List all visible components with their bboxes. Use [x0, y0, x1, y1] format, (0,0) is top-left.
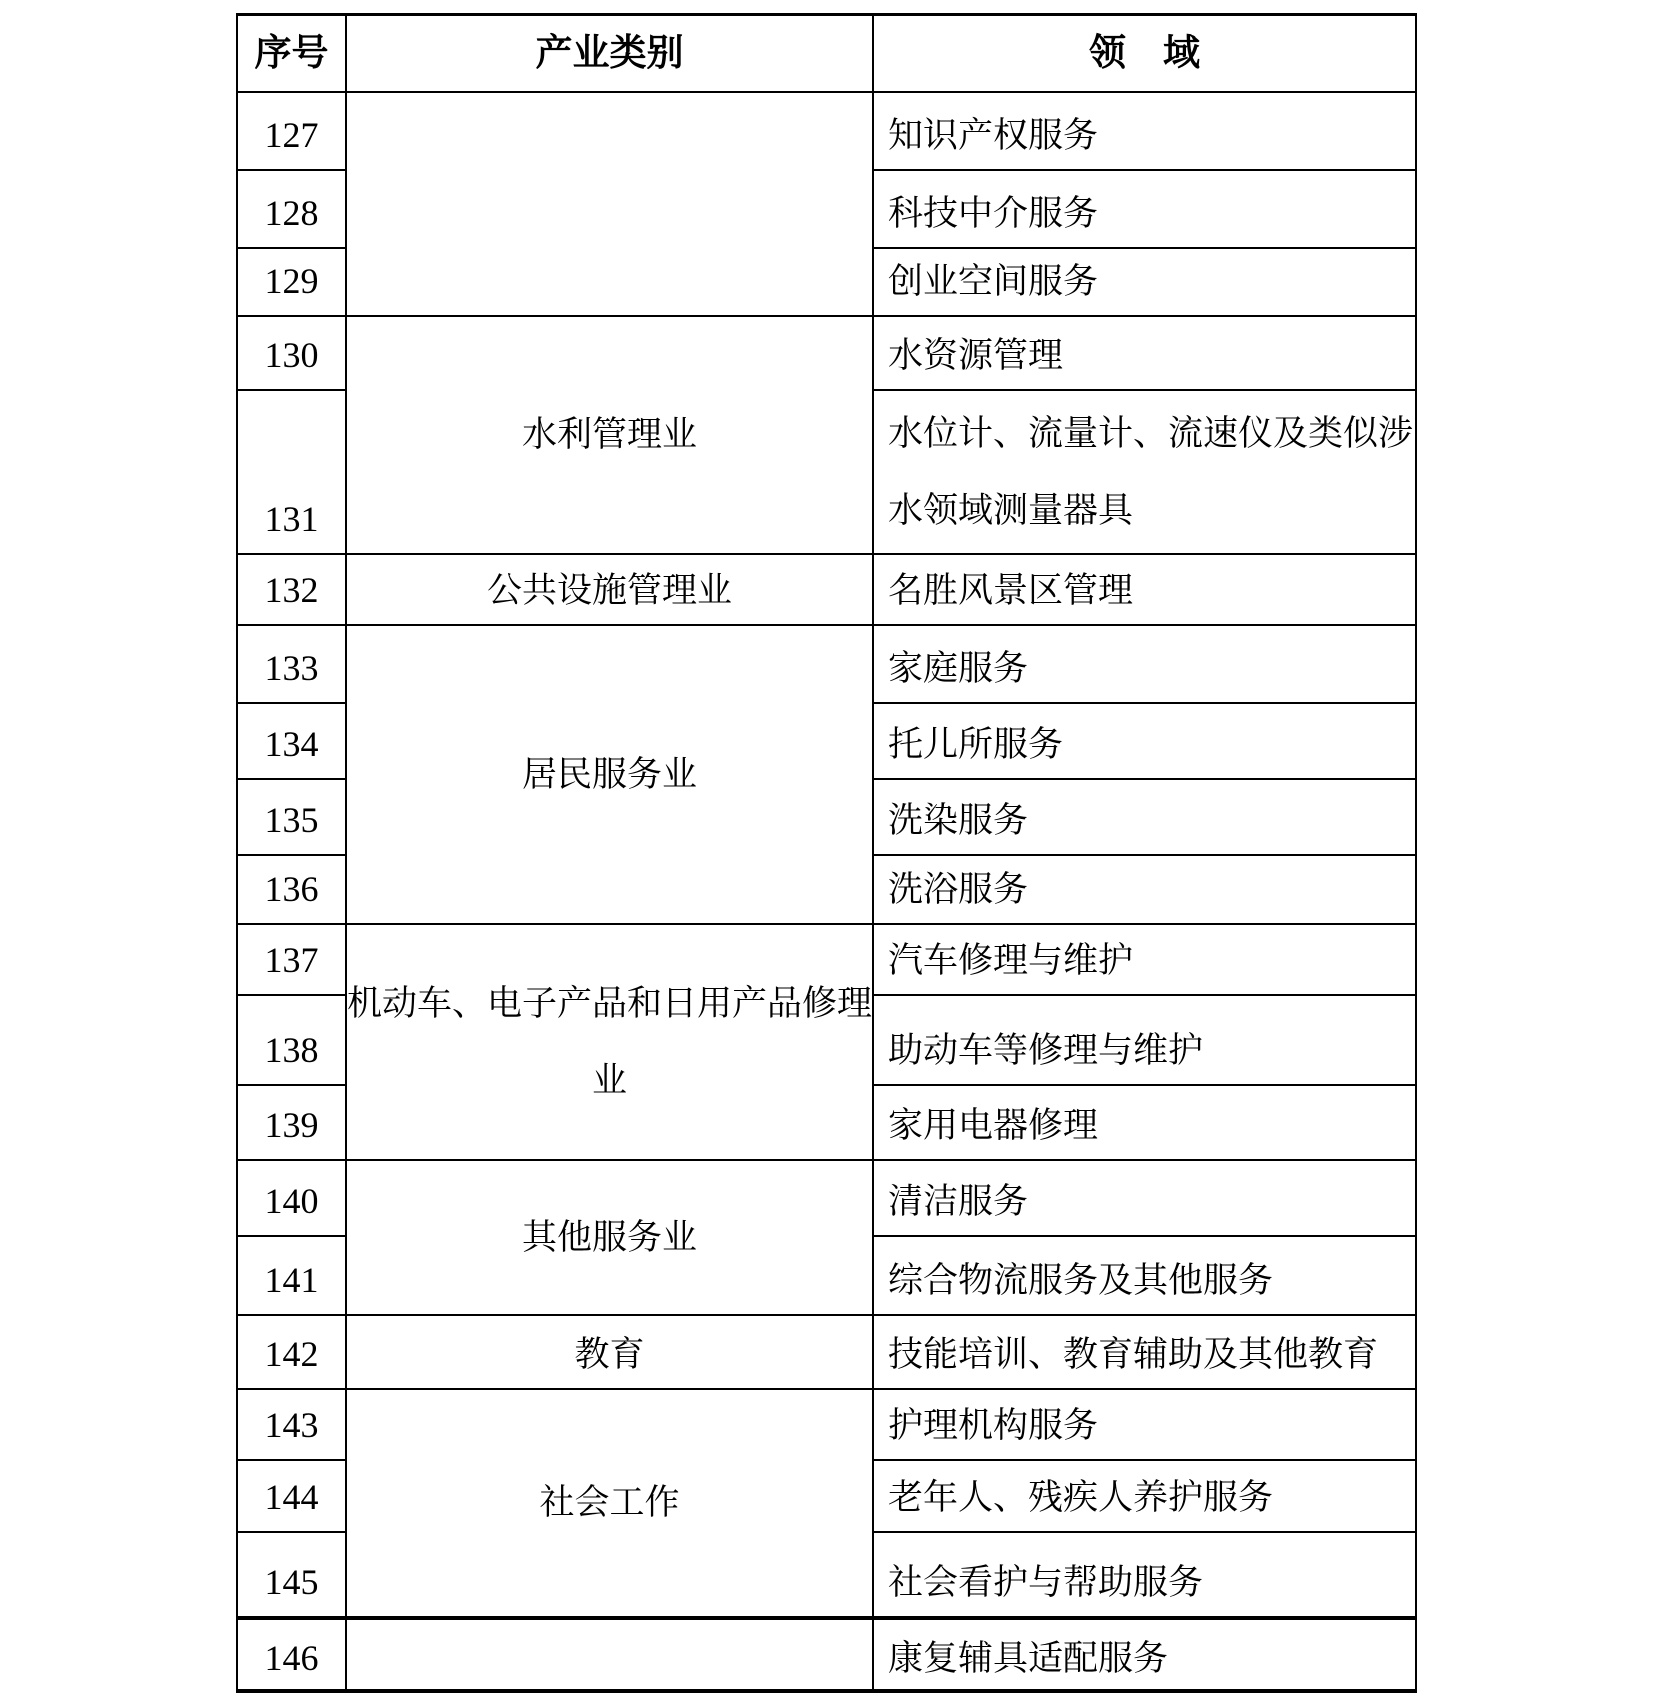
row-144-serial	[238, 1461, 347, 1533]
row-139-field-label: 家用电器修理	[888, 1106, 1099, 1146]
category-group-4	[347, 925, 874, 1161]
category-group-0	[347, 93, 874, 317]
category-group-5	[347, 1161, 874, 1316]
row-131-field	[874, 391, 1415, 555]
category-group-6-label: 教育	[574, 1335, 645, 1375]
row-144-field	[874, 1461, 1415, 1533]
row-146-field	[874, 1620, 1415, 1692]
category-header-cell	[347, 16, 874, 93]
row-131-serial	[238, 391, 347, 555]
row-132-field	[874, 555, 1415, 626]
category-group-7-label: 社会工作	[539, 1483, 680, 1523]
row-140-field-label: 清洁服务	[888, 1182, 1029, 1222]
row-136-field	[874, 856, 1415, 925]
row-143-serial-label: 143	[264, 1405, 319, 1445]
row-130-field-label: 水资源管理	[888, 336, 1064, 376]
row-145-field	[874, 1533, 1415, 1620]
row-128-field-label: 科技中介服务	[888, 194, 1099, 234]
row-127-serial	[238, 93, 347, 171]
row-128-field	[874, 171, 1415, 249]
industry-field-table	[236, 13, 1417, 1693]
row-146-field-label: 康复辅具适配服务	[888, 1639, 1169, 1679]
row-131-serial-label: 131	[264, 499, 319, 539]
row-135-field	[874, 780, 1415, 856]
category-group-3-label: 居民服务业	[521, 754, 697, 794]
row-141-field-label: 综合物流服务及其他服务	[888, 1261, 1274, 1301]
row-142-field	[874, 1316, 1415, 1390]
row-141-serial-label: 141	[264, 1260, 319, 1300]
row-134-serial	[238, 704, 347, 780]
row-133-field	[874, 626, 1415, 704]
row-138-serial	[238, 996, 347, 1086]
row-129-serial-label: 129	[264, 261, 319, 301]
row-134-serial-label: 134	[264, 724, 319, 764]
row-130-serial-label: 130	[264, 335, 319, 375]
row-140-serial-label: 140	[264, 1181, 319, 1221]
row-141-serial	[238, 1237, 347, 1316]
row-132-serial-label: 132	[264, 570, 319, 610]
row-135-field-label: 洗染服务	[888, 801, 1029, 841]
row-143-field	[874, 1390, 1415, 1461]
category-header-cell-label: 产业类别	[535, 32, 684, 74]
category-group-1-label: 水利管理业	[521, 415, 697, 455]
row-143-serial	[238, 1390, 347, 1461]
row-128-serial	[238, 171, 347, 249]
row-137-field-label: 汽车修理与维护	[888, 941, 1134, 981]
row-136-serial-label: 136	[264, 869, 319, 909]
row-140-serial	[238, 1161, 347, 1237]
row-130-field	[874, 317, 1415, 391]
row-142-serial-label: 142	[264, 1334, 319, 1374]
row-133-field-label: 家庭服务	[888, 649, 1029, 689]
row-129-serial	[238, 249, 347, 317]
category-group-5-label: 其他服务业	[521, 1217, 697, 1257]
row-146-serial	[238, 1620, 347, 1692]
field-header-cell	[874, 16, 1415, 93]
category-group-4-label: 机动车、电子产品和日用产品修理业	[347, 984, 873, 1100]
row-130-serial	[238, 317, 347, 391]
row-138-field	[874, 996, 1415, 1086]
row-145-field-label: 社会看护与帮助服务	[888, 1563, 1204, 1603]
row-136-field-label: 洗浴服务	[888, 870, 1029, 910]
row-139-serial-label: 139	[264, 1105, 319, 1145]
row-127-serial-label: 127	[264, 115, 319, 155]
row-138-field-label: 助动车等修理与维护	[888, 1031, 1204, 1071]
row-139-serial	[238, 1086, 347, 1161]
category-group-7	[347, 1390, 874, 1620]
category-group-3	[347, 626, 874, 925]
row-137-serial	[238, 925, 347, 996]
row-144-field-label: 老年人、残疾人养护服务	[888, 1478, 1274, 1518]
row-127-field-label: 知识产权服务	[888, 116, 1099, 156]
row-135-serial	[238, 780, 347, 856]
row-127-field	[874, 93, 1415, 171]
field-header-cell-label: 领 域	[1089, 32, 1200, 74]
row-140-field	[874, 1161, 1415, 1237]
category-group-6	[347, 1316, 874, 1390]
row-136-serial	[238, 856, 347, 925]
row-129-field	[874, 249, 1415, 317]
row-145-serial-label: 145	[264, 1562, 319, 1602]
row-134-field-label: 托儿所服务	[888, 725, 1064, 765]
row-138-serial-label: 138	[264, 1030, 319, 1070]
row-143-field-label: 护理机构服务	[888, 1406, 1099, 1446]
category-group-1	[347, 317, 874, 555]
row-133-serial-label: 133	[264, 648, 319, 688]
row-132-field-label: 名胜风景区管理	[888, 571, 1134, 611]
row-133-serial	[238, 626, 347, 704]
row-145-serial	[238, 1533, 347, 1620]
row-142-field-label: 技能培训、教育辅助及其他教育	[888, 1335, 1379, 1375]
serial-header-cell	[238, 16, 347, 93]
row-137-serial-label: 137	[264, 940, 319, 980]
row-134-field	[874, 704, 1415, 780]
row-132-serial	[238, 555, 347, 626]
row-144-serial-label: 144	[264, 1477, 319, 1517]
row-135-serial-label: 135	[264, 800, 319, 840]
category-group-2-label: 公共设施管理业	[486, 571, 732, 611]
row-146-serial-label: 146	[264, 1638, 319, 1678]
serial-header-cell-label: 序号	[254, 32, 329, 74]
row-141-field	[874, 1237, 1415, 1316]
row-137-field	[874, 925, 1415, 996]
category-group-2	[347, 555, 874, 626]
row-128-serial-label: 128	[264, 193, 319, 233]
category-group-8	[347, 1620, 874, 1692]
row-139-field	[874, 1086, 1415, 1161]
row-142-serial	[238, 1316, 347, 1390]
row-129-field-label: 创业空间服务	[888, 262, 1099, 302]
row-131-field-label: 水位计、流量计、流速仪及类似涉水领域测量器具	[888, 414, 1414, 530]
